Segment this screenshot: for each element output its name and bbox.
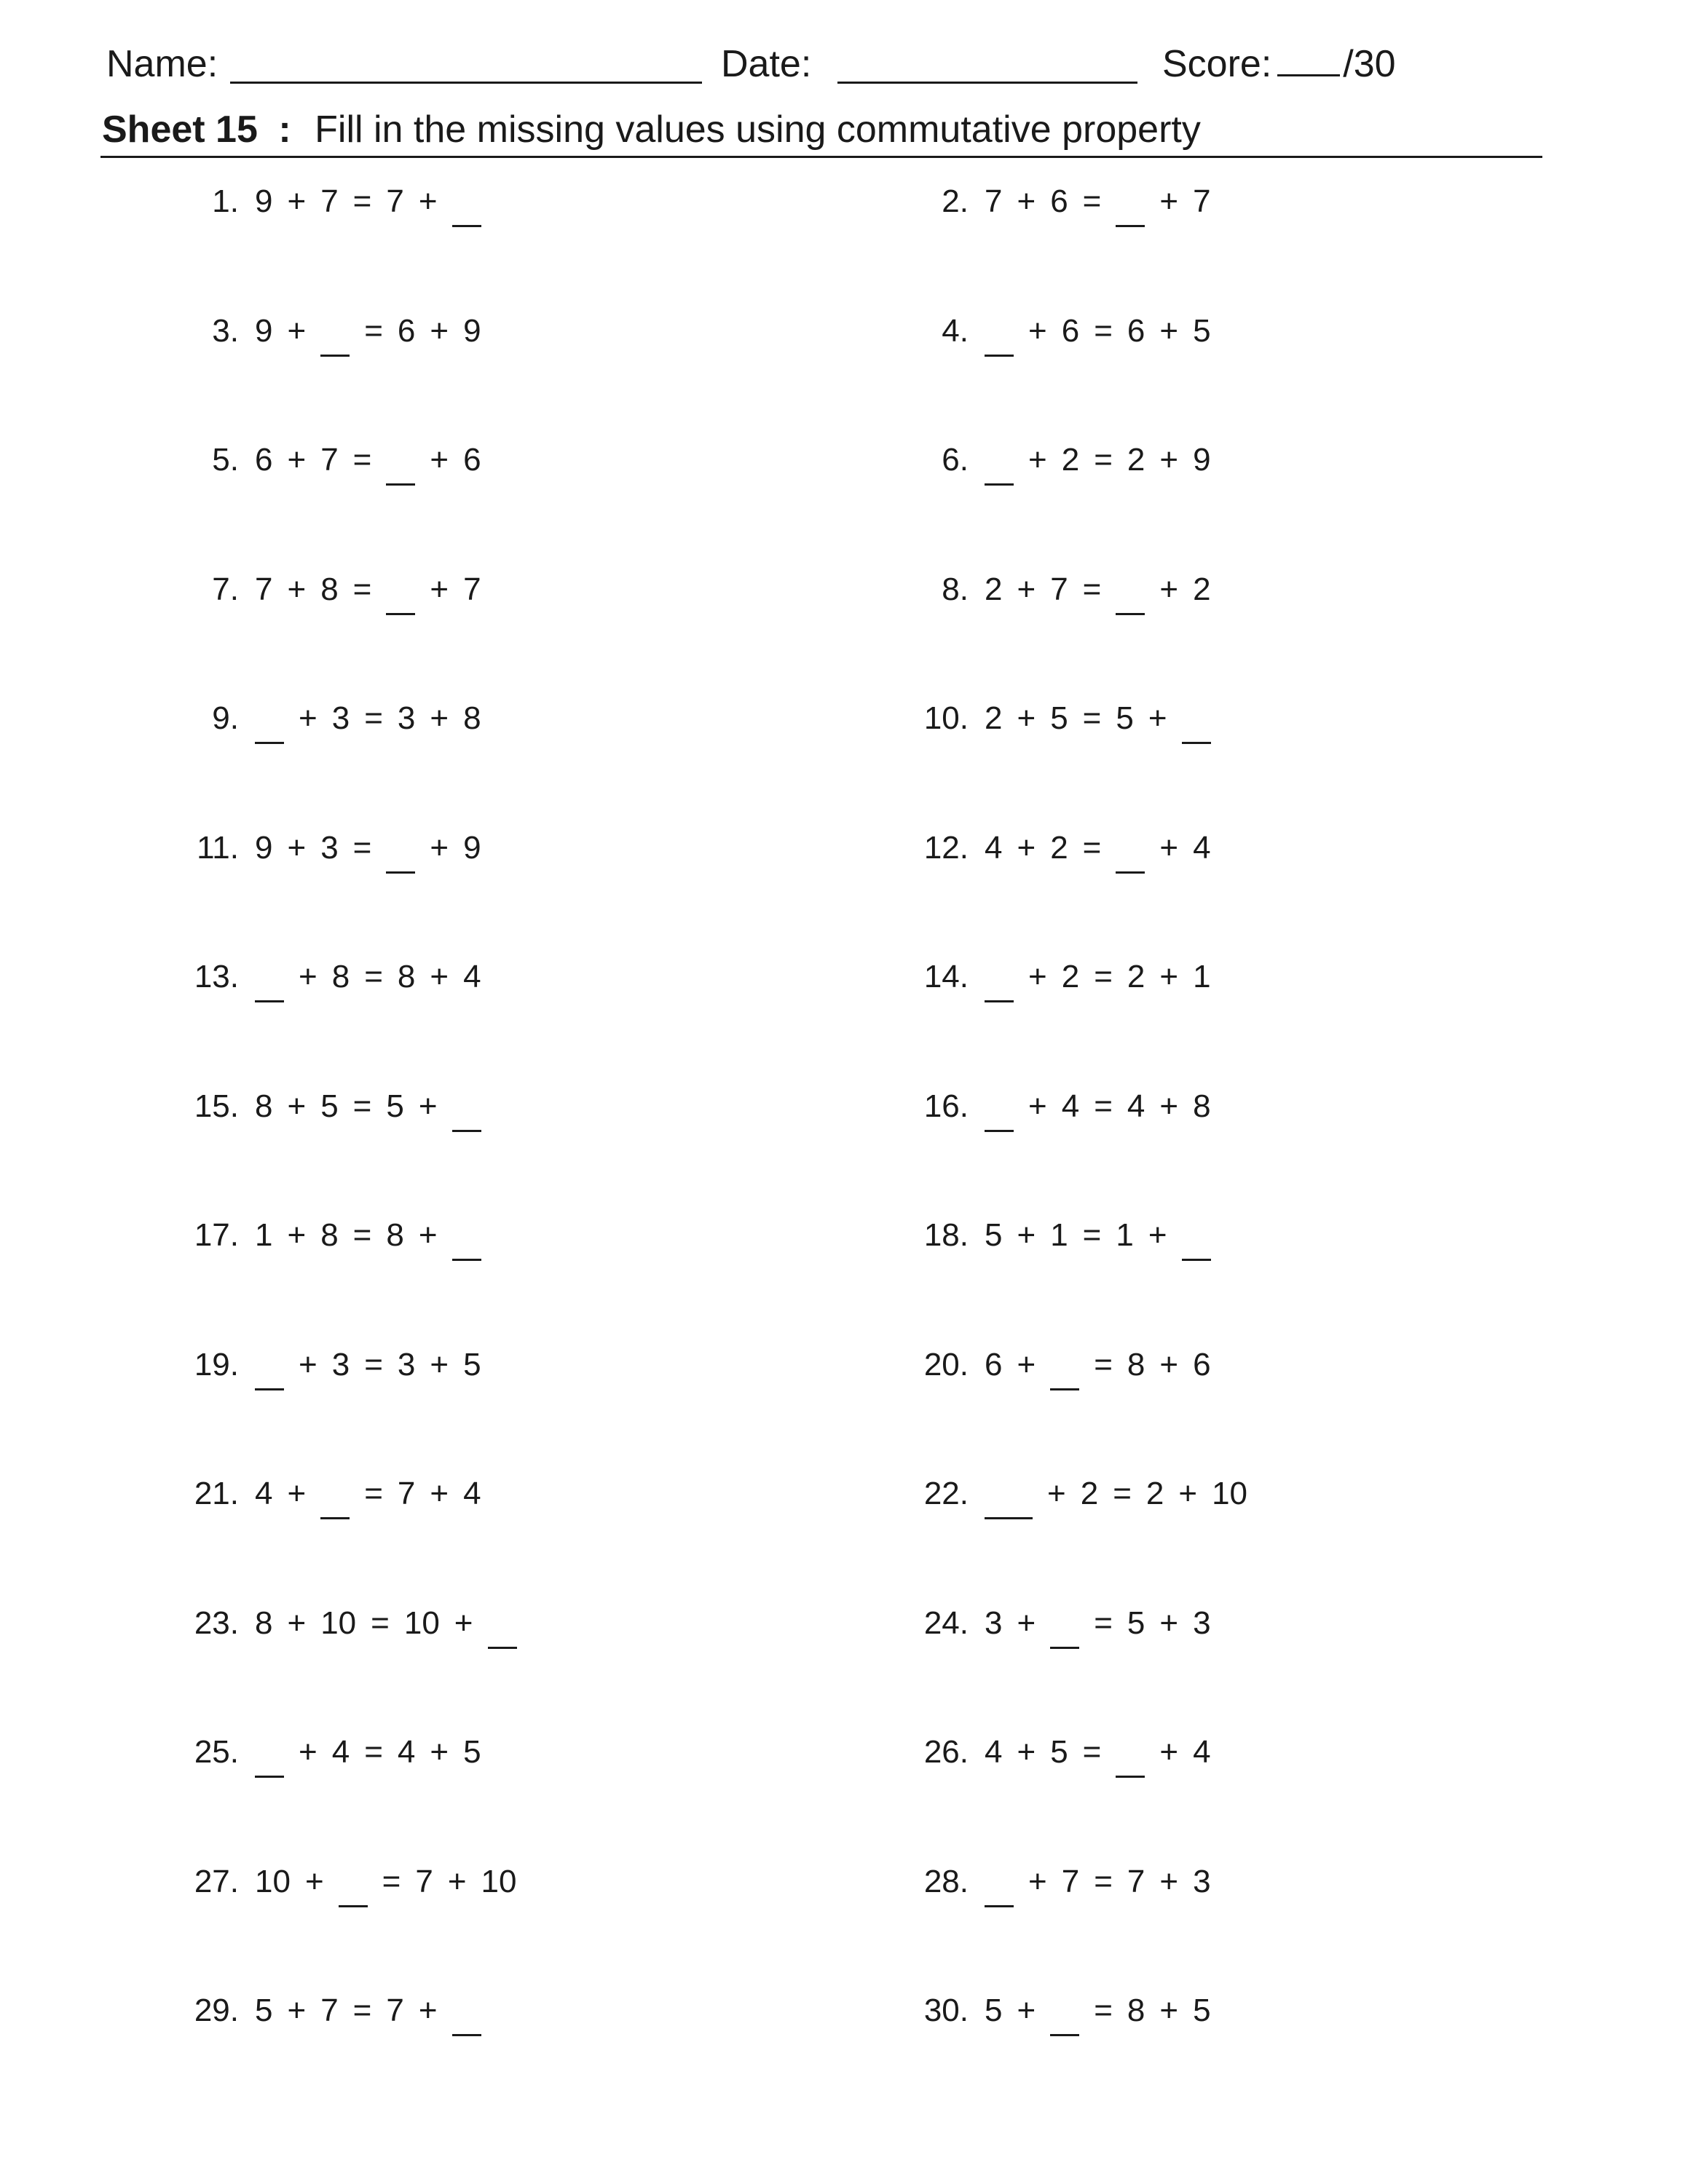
equation-term: + — [1159, 830, 1179, 866]
equation-term: 9 — [463, 830, 481, 866]
equation-term: 9 — [255, 830, 273, 866]
problem-number: 15. — [194, 1088, 239, 1124]
equation-term: + — [1178, 1476, 1198, 1511]
problem-number: 21. — [194, 1476, 239, 1511]
problem-number: 27. — [194, 1864, 239, 1899]
answer-blank[interactable] — [985, 1864, 1014, 1907]
problem-number: 12. — [923, 830, 969, 866]
equation-term: + — [1159, 1734, 1179, 1770]
problem-item — [212, 564, 496, 615]
equation-term: + — [1159, 959, 1179, 994]
equation-term: = — [352, 1993, 372, 2028]
problem-number: 2. — [942, 183, 969, 219]
sheet-title — [102, 103, 1201, 156]
equation-term: 1 — [1116, 1217, 1134, 1253]
equation-term: + — [447, 1864, 467, 1899]
problem-item — [923, 693, 1226, 744]
date-label: Date: — [721, 43, 812, 85]
problem-item — [923, 1985, 1226, 2036]
equation-term: = — [1082, 1217, 1102, 1253]
equation-term: 3 — [1193, 1605, 1211, 1641]
equation-term: 3 — [397, 700, 416, 736]
problem-item — [212, 306, 496, 357]
equation-term: + — [1159, 313, 1179, 349]
problem-number: 14. — [923, 959, 969, 994]
equation-term: 3 — [985, 1605, 1003, 1641]
equation-term: 8 — [1127, 1993, 1145, 2028]
equation-term: 2 — [1061, 442, 1080, 478]
equation-term: = — [364, 1734, 383, 1770]
equation-term: + — [1159, 442, 1179, 478]
problem-item — [923, 1340, 1226, 1390]
equation-term: 4 — [331, 1734, 350, 1770]
equation-term: 5 — [463, 1347, 481, 1382]
equation-term: + — [287, 1217, 307, 1253]
equation-term: = — [364, 313, 383, 349]
equation-term: 9 — [255, 313, 273, 349]
answer-blank[interactable] — [255, 701, 284, 744]
equation-term: + — [287, 1993, 307, 2028]
equation-term: + — [1047, 1476, 1066, 1511]
equation-term: 5 — [463, 1734, 481, 1770]
equation-term: 4 — [255, 1476, 273, 1511]
problem-item — [212, 176, 496, 227]
equation-term: = — [1082, 571, 1102, 607]
answer-blank[interactable] — [985, 1089, 1014, 1132]
problem-number: 17. — [194, 1217, 239, 1253]
equation-term: 2 — [1127, 442, 1145, 478]
problem-item — [942, 306, 1226, 357]
equation-term: + — [1159, 1864, 1179, 1899]
problem-item — [194, 1081, 496, 1132]
equation-term: 8 — [1193, 1088, 1211, 1124]
problem-item — [942, 176, 1226, 227]
equation-term: 7 — [1193, 183, 1211, 219]
name-label: Name: — [106, 43, 218, 85]
equation-term: 2 — [1127, 959, 1145, 994]
equation-term: = — [371, 1605, 390, 1641]
equation-term: + — [430, 1347, 449, 1382]
equation-term: = — [352, 1088, 372, 1124]
problem-number: 6. — [942, 442, 969, 478]
equation-term: = — [1082, 830, 1102, 866]
equation-term: 10 — [481, 1864, 517, 1899]
problem-number: 4. — [942, 313, 969, 349]
equation-term: 8 — [320, 571, 339, 607]
problem-item — [923, 823, 1226, 874]
equation-term: + — [1017, 1217, 1036, 1253]
equation-term: 2 — [1145, 1476, 1164, 1511]
equation-term: 1 — [1193, 959, 1211, 994]
equation-term: = — [352, 830, 372, 866]
equation-term: 3 — [320, 830, 339, 866]
equation-term: 2 — [985, 700, 1003, 736]
equation-term: + — [299, 1734, 318, 1770]
equation-term: = — [1094, 1605, 1113, 1641]
equation-term: 7 — [463, 571, 481, 607]
problem-number: 11. — [197, 830, 239, 866]
problem-item — [194, 1985, 496, 2036]
equation-term: 5 — [1050, 700, 1068, 736]
equation-term: 4 — [1127, 1088, 1145, 1124]
answer-blank[interactable] — [985, 314, 1014, 357]
answer-blank[interactable] — [452, 184, 481, 227]
problem-item — [212, 435, 496, 486]
score-total: /30 — [1343, 43, 1396, 85]
equation-term: 5 — [1116, 700, 1134, 736]
equation-term: 4 — [463, 959, 481, 994]
equation-term: + — [1017, 1605, 1036, 1641]
equation-term: + — [454, 1605, 473, 1641]
equation-term: 6 — [397, 313, 416, 349]
answer-blank[interactable] — [255, 960, 284, 1002]
equation-term: + — [418, 1993, 438, 2028]
equation-term: + — [299, 1347, 318, 1382]
equation-term: = — [352, 183, 372, 219]
equation-term: 6 — [1127, 313, 1145, 349]
equation-term: + — [299, 959, 318, 994]
problem-number: 13. — [194, 959, 239, 994]
equation-term: = — [382, 1864, 401, 1899]
equation-term: + — [287, 183, 307, 219]
equation-term: + — [430, 442, 449, 478]
equation-term: = — [1082, 183, 1102, 219]
answer-blank[interactable] — [386, 831, 415, 874]
problem-item — [194, 1598, 532, 1649]
equation-term: 7 — [985, 183, 1003, 219]
answer-blank[interactable] — [320, 314, 350, 357]
equation-term: 6 — [1050, 183, 1068, 219]
equation-term: 4 — [1061, 1088, 1080, 1124]
problem-item — [194, 951, 496, 1002]
equation-term: 5 — [985, 1993, 1003, 2028]
problem-number: 28. — [923, 1864, 969, 1899]
score-box — [1162, 38, 1396, 90]
equation-term: 8 — [386, 1217, 404, 1253]
answer-blank[interactable] — [452, 1089, 481, 1132]
answer-blank[interactable] — [1116, 184, 1145, 227]
equation-term: + — [1159, 1993, 1179, 2028]
equation-term: = — [1094, 1864, 1113, 1899]
equation-term: + — [1159, 1605, 1179, 1641]
equation-term: 8 — [463, 700, 481, 736]
name-field[interactable] — [230, 82, 702, 84]
equation-term: + — [287, 1605, 307, 1641]
equation-term: = — [364, 959, 383, 994]
answer-blank[interactable] — [985, 443, 1014, 486]
problem-number: 29. — [194, 1993, 239, 2028]
equation-term: = — [364, 700, 383, 736]
problem-item — [212, 693, 496, 744]
equation-term: 4 — [463, 1476, 481, 1511]
answer-blank[interactable] — [1050, 1348, 1079, 1390]
equation-term: 6 — [463, 442, 481, 478]
equation-term: + — [418, 1217, 438, 1253]
equation-term: 8 — [255, 1088, 273, 1124]
equation-term: 7 — [386, 1993, 404, 2028]
equation-term: + — [1028, 442, 1047, 478]
equation-term: = — [1094, 442, 1113, 478]
equation-term: + — [430, 313, 449, 349]
equation-term: 4 — [397, 1734, 416, 1770]
problem-item — [923, 1210, 1226, 1261]
sheet-number: Sheet 15 — [102, 108, 258, 151]
equation-term: 6 — [1061, 313, 1080, 349]
equation-term: = — [352, 1217, 372, 1253]
equation-term: 2 — [1050, 830, 1068, 866]
equation-term: + — [1017, 571, 1036, 607]
equation-term: 5 — [1050, 1734, 1068, 1770]
equation-term: 2 — [1193, 571, 1211, 607]
equation-term: = — [1094, 313, 1113, 349]
equation-term: = — [1094, 1088, 1113, 1124]
equation-term: + — [430, 700, 449, 736]
equation-term: 10 — [403, 1605, 440, 1641]
problem-number: 24. — [923, 1605, 969, 1641]
equation-term: + — [1028, 313, 1047, 349]
equation-term: 3 — [1193, 1864, 1211, 1899]
equation-term: = — [352, 442, 372, 478]
answer-blank[interactable] — [386, 443, 415, 486]
problem-number: 10. — [923, 700, 969, 736]
equation-term: 9 — [463, 313, 481, 349]
equation-term: 6 — [255, 442, 273, 478]
equation-term: + — [430, 571, 449, 607]
equation-term: + — [1017, 1734, 1036, 1770]
problem-item — [194, 1468, 496, 1519]
equation-term: 6 — [1193, 1347, 1211, 1382]
problem-item — [923, 1081, 1226, 1132]
problem-number: 1. — [212, 183, 239, 219]
equation-term: + — [287, 571, 307, 607]
equation-term: 5 — [255, 1993, 273, 2028]
equation-term: + — [1017, 183, 1036, 219]
equation-term: + — [1017, 830, 1036, 866]
equation-term: 1 — [255, 1217, 273, 1253]
problem-item — [194, 1210, 496, 1261]
equation-term: 10 — [255, 1864, 291, 1899]
equation-term: 1 — [1050, 1217, 1068, 1253]
problem-item — [923, 1598, 1226, 1649]
equation-term: 10 — [320, 1605, 357, 1641]
problem-number: 8. — [942, 571, 969, 607]
equation-term: + — [1148, 700, 1167, 736]
equation-term: 4 — [1193, 1734, 1211, 1770]
equation-term: = — [1082, 700, 1102, 736]
equation-term: 7 — [1127, 1864, 1145, 1899]
equation-term: + — [430, 959, 449, 994]
equation-term: 7 — [255, 571, 273, 607]
equation-term: + — [287, 1088, 307, 1124]
equation-term: 5 — [320, 1088, 339, 1124]
problem-item — [942, 564, 1226, 615]
equation-term: = — [1094, 959, 1113, 994]
problem-number: 9. — [212, 700, 239, 736]
problem-number: 23. — [194, 1605, 239, 1641]
answer-blank[interactable] — [1116, 831, 1145, 874]
equation-term: 8 — [397, 959, 416, 994]
equation-term: 8 — [331, 959, 350, 994]
equation-term: + — [1159, 1088, 1179, 1124]
equation-term: + — [287, 313, 307, 349]
equation-term: + — [299, 700, 318, 736]
date-field[interactable] — [837, 82, 1137, 84]
equation-term: + — [430, 1734, 449, 1770]
score-field[interactable] — [1277, 41, 1340, 76]
problem-number: 16. — [923, 1088, 969, 1124]
equation-term: 4 — [1193, 830, 1211, 866]
problem-number: 5. — [212, 442, 239, 478]
answer-blank[interactable] — [1116, 572, 1145, 615]
problem-item — [194, 1856, 532, 1907]
equation-term: 9 — [1193, 442, 1211, 478]
equation-term: + — [1017, 700, 1036, 736]
equation-term: = — [364, 1347, 383, 1382]
equation-term: 7 — [320, 442, 339, 478]
answer-blank[interactable] — [1050, 1606, 1079, 1649]
equation-term: = — [1082, 1734, 1102, 1770]
answer-blank[interactable] — [1050, 1993, 1079, 2036]
equation-term: 8 — [320, 1217, 339, 1253]
equation-term: 5 — [1193, 313, 1211, 349]
title-separator: : — [278, 108, 291, 151]
equation-term: 8 — [1127, 1347, 1145, 1382]
equation-term: 7 — [320, 183, 339, 219]
answer-blank[interactable] — [985, 960, 1014, 1002]
score-label: Score: — [1162, 43, 1272, 85]
answer-blank[interactable] — [1182, 701, 1211, 744]
equation-term: 3 — [331, 1347, 350, 1382]
equation-term: = — [1094, 1347, 1113, 1382]
equation-term: + — [1159, 183, 1179, 219]
equation-term: + — [430, 1476, 449, 1511]
problem-number: 19. — [194, 1347, 239, 1382]
equation-term: = — [352, 571, 372, 607]
answer-blank[interactable] — [339, 1864, 368, 1907]
equation-term: 5 — [1193, 1993, 1211, 2028]
equation-term: + — [430, 830, 449, 866]
problem-item — [197, 823, 496, 874]
equation-term: + — [1028, 959, 1047, 994]
equation-term: 6 — [985, 1347, 1003, 1382]
equation-term: + — [287, 1476, 307, 1511]
answer-blank[interactable] — [985, 1476, 1033, 1519]
equation-term: = — [1094, 1993, 1113, 2028]
equation-term: 7 — [1061, 1864, 1080, 1899]
problem-item — [923, 1856, 1226, 1907]
equation-term: 8 — [255, 1605, 273, 1641]
equation-term: + — [1148, 1217, 1167, 1253]
equation-term: 2 — [1080, 1476, 1099, 1511]
equation-term: + — [1028, 1864, 1047, 1899]
answer-blank[interactable] — [386, 572, 415, 615]
equation-term: 3 — [397, 1347, 416, 1382]
title-divider — [100, 156, 1542, 158]
answer-blank[interactable] — [1182, 1218, 1211, 1261]
problem-number: 25. — [194, 1734, 239, 1770]
equation-term: + — [1028, 1088, 1047, 1124]
equation-term: 10 — [1212, 1476, 1248, 1511]
equation-term: + — [304, 1864, 324, 1899]
instruction-text: Fill in the missing values using commutative property — [315, 108, 1201, 151]
problem-number: 30. — [923, 1993, 969, 2028]
answer-blank[interactable] — [452, 1993, 481, 2036]
answer-blank[interactable] — [255, 1735, 284, 1778]
equation-term: + — [1159, 1347, 1179, 1382]
problem-number: 22. — [923, 1476, 969, 1511]
equation-term: 4 — [985, 1734, 1003, 1770]
equation-term: + — [287, 830, 307, 866]
answer-blank[interactable] — [1116, 1735, 1145, 1778]
answer-blank[interactable] — [320, 1476, 350, 1519]
answer-blank[interactable] — [255, 1348, 284, 1390]
equation-term: = — [364, 1476, 383, 1511]
problem-item — [923, 1727, 1226, 1778]
answer-blank[interactable] — [452, 1218, 481, 1261]
equation-term: 3 — [331, 700, 350, 736]
equation-term: 9 — [255, 183, 273, 219]
equation-term: 7 — [386, 183, 404, 219]
problem-item — [942, 435, 1226, 486]
equation-term: 5 — [386, 1088, 404, 1124]
problem-number: 26. — [923, 1734, 969, 1770]
equation-term: 4 — [985, 830, 1003, 866]
equation-term: + — [1017, 1993, 1036, 2028]
equation-term: = — [1113, 1476, 1132, 1511]
answer-blank[interactable] — [488, 1606, 517, 1649]
equation-term: + — [1159, 571, 1179, 607]
equation-term: 7 — [1050, 571, 1068, 607]
equation-term: 7 — [415, 1864, 433, 1899]
equation-term: + — [418, 183, 438, 219]
problem-item — [194, 1340, 496, 1390]
problem-item — [923, 951, 1226, 1002]
equation-term: 7 — [397, 1476, 416, 1511]
equation-term: + — [287, 442, 307, 478]
problem-item — [194, 1727, 496, 1778]
problem-number: 7. — [212, 571, 239, 607]
problem-number: 20. — [923, 1347, 969, 1382]
equation-term: 5 — [985, 1217, 1003, 1253]
equation-term: + — [1017, 1347, 1036, 1382]
equation-term: + — [418, 1088, 438, 1124]
equation-term: 2 — [985, 571, 1003, 607]
problem-number: 3. — [212, 313, 239, 349]
equation-term: 5 — [1127, 1605, 1145, 1641]
equation-term: 2 — [1061, 959, 1080, 994]
problem-item — [923, 1468, 1262, 1519]
problem-number: 18. — [923, 1217, 969, 1253]
equation-term: 7 — [320, 1993, 339, 2028]
